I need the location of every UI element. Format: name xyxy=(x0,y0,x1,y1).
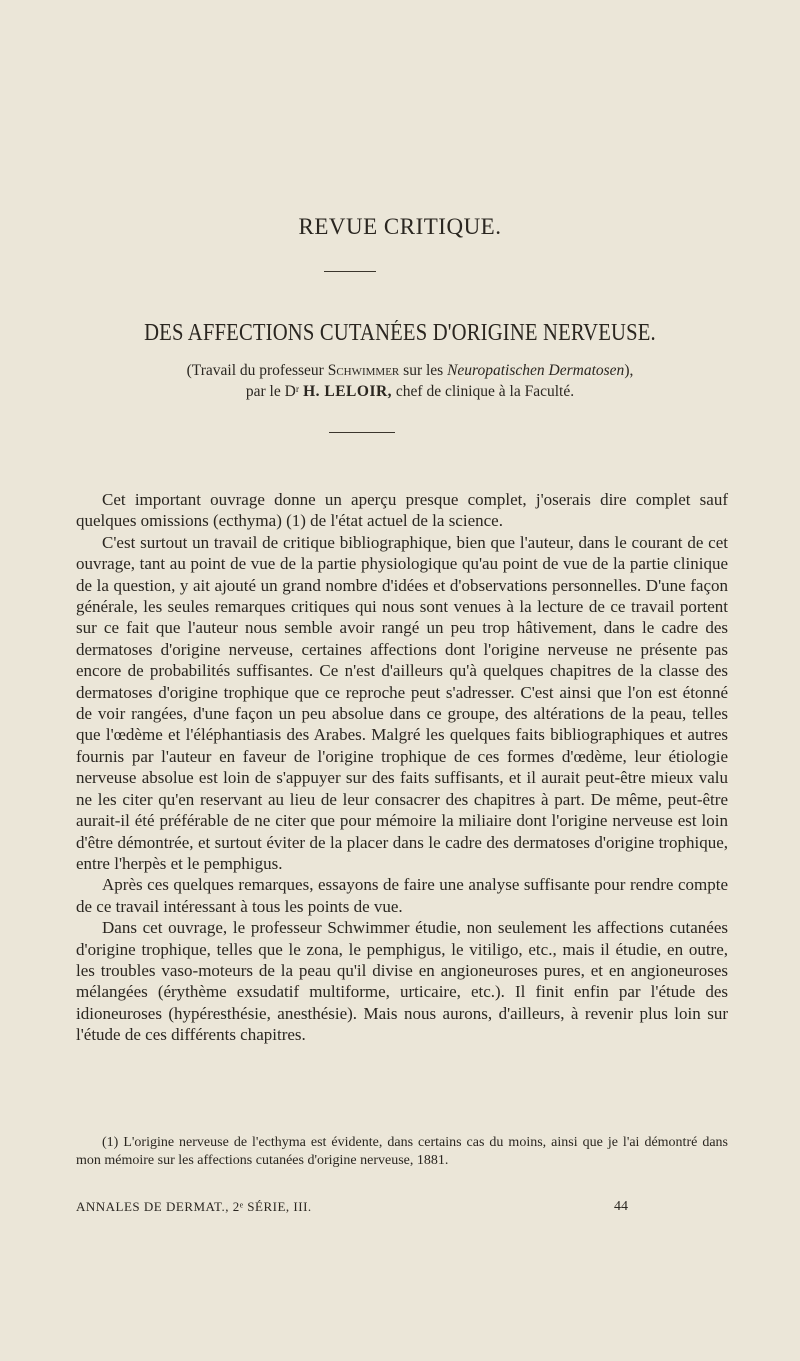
paragraph: Dans cet ouvrage, le professeur Schwimmer étudie, non seulement les affections cutanées d'origine trophique, telles que le zona, le pemphigus, le vitiligo, etc., mais il étudie, en outre, les troubles vaso-moteurs de la peau qu'il divise en angioneuroses pures, et en angioneuroses mélangées (érythème exsudatif multiforme, urticaire, etc.). Il finit enfin par l'étude des idioneuroses (hypéresthésie, anesthésie). Mais nous aurons, d'ailleurs, à revenir plus loin sur l'étude de ces différents chapitres. xyxy=(76,918,728,1045)
work-title: Neuropatischen Dermatosen xyxy=(447,362,625,379)
journal-footer: ANNALES DE DERMAT., 2ᵉ SÉRIE, III. xyxy=(76,1199,312,1214)
author-name: Schwimmer xyxy=(327,362,400,379)
paragraph: Cet important ouvrage donne un aperçu presque complet, j'oserais dire complet sauf quelques omissions (ecthyma) (1) de l'état actuel de la science. xyxy=(76,490,728,531)
reviewer-suffix: chef de clinique à la Faculté. xyxy=(392,383,575,400)
divider-rule-top xyxy=(324,271,376,272)
article-subtitle xyxy=(60,360,760,402)
section-title: REVUE CRITIQUE. xyxy=(298,214,502,239)
subtitle-prefix: (Travail du professeur xyxy=(186,362,328,379)
paragraph: C'est surtout un travail de critique bibliographique, bien que l'auteur, dans le courant de cet ouvrage, tant au point de vue de la partie physiologique qu'au point de vue de la partie clinique de la question, y ait ajouté un grand nombre d'idées et d'observations personnelles. D'une façon générale, les seules remarques critiques qui nous sont venues à la lecture de ce travail portent sur ce fait que l'auteur nous semble avoir rangé un peu trop hâtivement, dans le cadre des dermatoses d'origine nerveuse, certaines affections dont l'origine nerveuse ne présente pas encore de probabilités suffisantes. Ce n'est d'ailleurs qu'à quelques chapitres de la classe des dermatoses d'origine trophique que ce reproche peut s'adresser. C'est ainsi que l'on est étonné de voir rangées, d'une façon un peu absolue dans ce groupe, des altérations de la peau, telles que l'œdème et l'éléphantiasis des Arabes. Malgré les quelques faits bibliographiques et autres fournis par l'auteur en faveur de l'origine trophique de ces formes d'œdème, leur étiologie nerveuse absolue est loin de s'appuyer sur des faits suffisants, et il aurait peut-être mieux valu ne les citer qu'en reservant au lieu de leur consacrer des chapitres à part. De même, peut-être aurait-il été préférable de ne citer que pour mémoire la miliaire dont l'origine nerveuse est loin d'être démontrée, et surtout éviter de la placer dans le cadre des dermatoses d'origine trophique, entre l'herpès et le pemphigus. xyxy=(76,532,728,873)
subtitle-line-2 xyxy=(60,381,760,402)
subtitle-suffix: ), xyxy=(624,362,634,379)
signature-mark: 44 xyxy=(614,1199,628,1214)
article-body xyxy=(76,489,728,1046)
reviewer-prefix: par le Dʳ xyxy=(245,383,304,400)
reviewer-name: H. LELOIR, xyxy=(303,383,393,400)
subtitle-middle: sur les xyxy=(399,362,448,379)
subtitle-line-1 xyxy=(60,360,760,381)
divider-rule-bottom xyxy=(329,432,395,433)
paragraph: Après ces quelques remarques, essayons de faire une analyse suffisante pour rendre compte de ce travail intéressant à tous les points de vue. xyxy=(76,875,728,916)
article-title: DES AFFECTIONS CUTANÉES D'ORIGINE NERVEUSE. xyxy=(144,320,656,346)
footnote: (1) L'origine nerveuse de l'ecthyma est évidente, dans certains cas du moins, ainsi que je l'ai démontré dans mon mémoire sur les affections cutanées d'origine nerveuse, 1881. xyxy=(76,1135,728,1168)
